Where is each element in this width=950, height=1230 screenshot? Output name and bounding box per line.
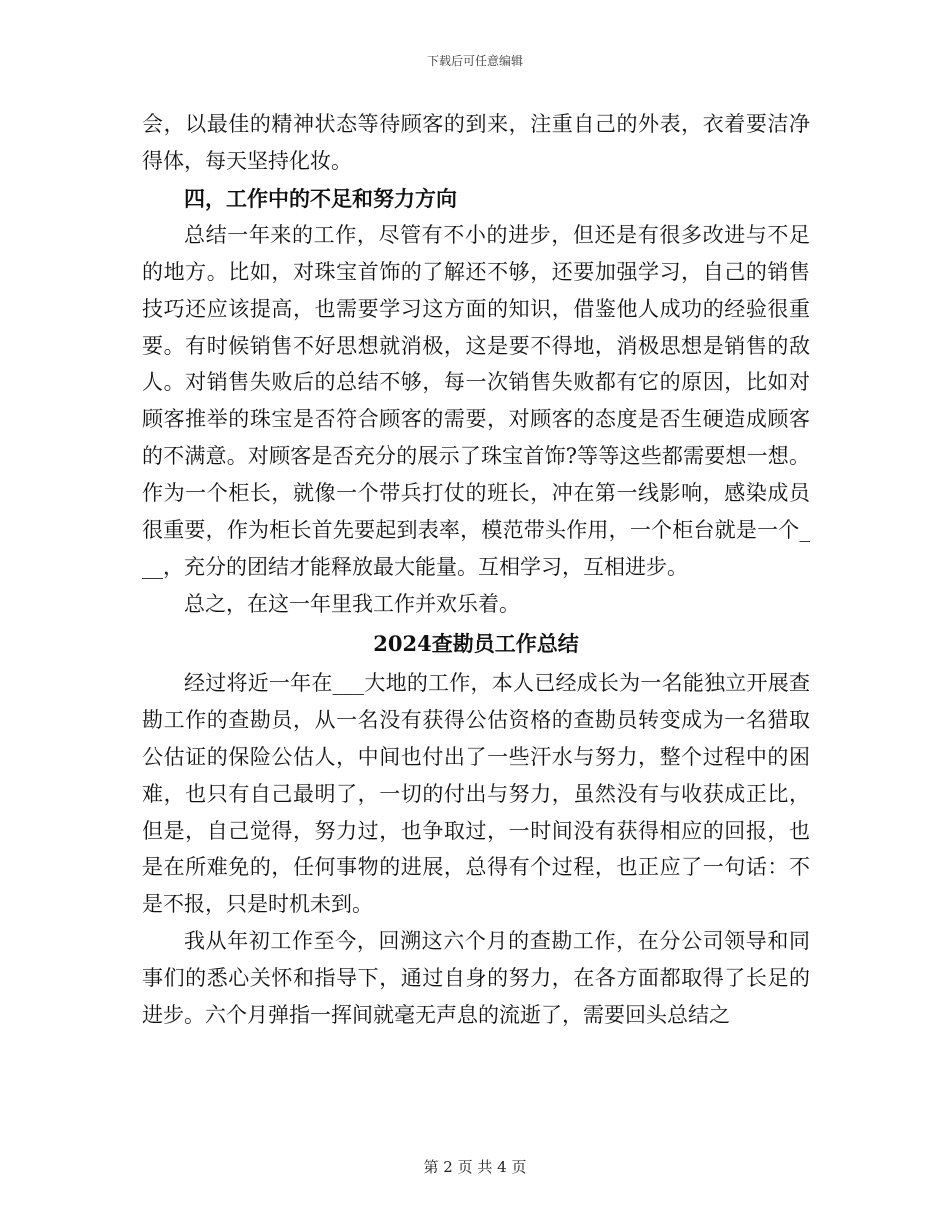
paragraph-review: 我从年初工作至今，回溯这六个月的查勘工作，在分公司领导和同事们的悉心关怀和指导下，通过自身的努力，在各方面都取得了长足的进步。六个月弹指一挥间就毫无声息的流逝了，需要回头总结之 [142,929,810,1028]
paragraph-continued: 会，以最佳的精神状态等待顾客的到来，注重自己的外表，衣着要洁净得体，每天坚持化妆。 [142,112,810,173]
page-number: 第 2 页 共 4 页 [423,1158,527,1176]
document-body [142,106,810,1034]
section-heading: 四，工作中的不足和努力方向 [184,185,457,211]
paragraph-summary: 总结一年来的工作，尽管有不小的进步，但还是有很多改进与不足的地方。比如，对珠宝首饰的了解还不够，还要加强学习，自己的销售技巧还应该提高，也需要学习这方面的知识，借鉴他人成功的经验很重要。有时候销售不好思想就消极，这是要不得地，消极思想是销售的敌人。对销售失败后的总结不够，每一次销售失败都有它的原因，比如对顾客推举的珠宝是否符合顾客的需要，对顾客的态度是否生硬造成顾客的不满意。对顾客是否充分的展示了珠宝首饰?等等这些都需要想一想。作为一个柜长，就像一个带兵打仗的班长，冲在第一线影响，感染成员很重要，作为柜长首先要起到表率，模范带头作用，一个柜台就是一个___，充分的团结才能释放最大能量。互相学习，互相进步。 [142,222,810,579]
page-header-note: 下载后可任意编辑 [426,54,523,68]
paragraph-intro: 经过将近一年在___大地的工作，本人已经成长为一名能独立开展查勘工作的查勘员，从一名没有获得公估资格的查勘员转变成为一名猎取公估证的保险公估人，中间也付出了一些汗水与努力，整个过程中的困难，也只有自己最明了，一切的付出与努力，虽然没有与收获成正比，但是，自己觉得，努力过，也争取过，一时间没有获得相应的回报，也是在所难免的，任何事物的进展，总得有个过程，也正应了一句话：不是不报，只是时机未到。 [142,670,810,917]
document-title: 2024查勘员工作总结 [373,630,579,656]
closing-line: 总之，在这一年里我工作并欢乐着。 [184,591,520,616]
